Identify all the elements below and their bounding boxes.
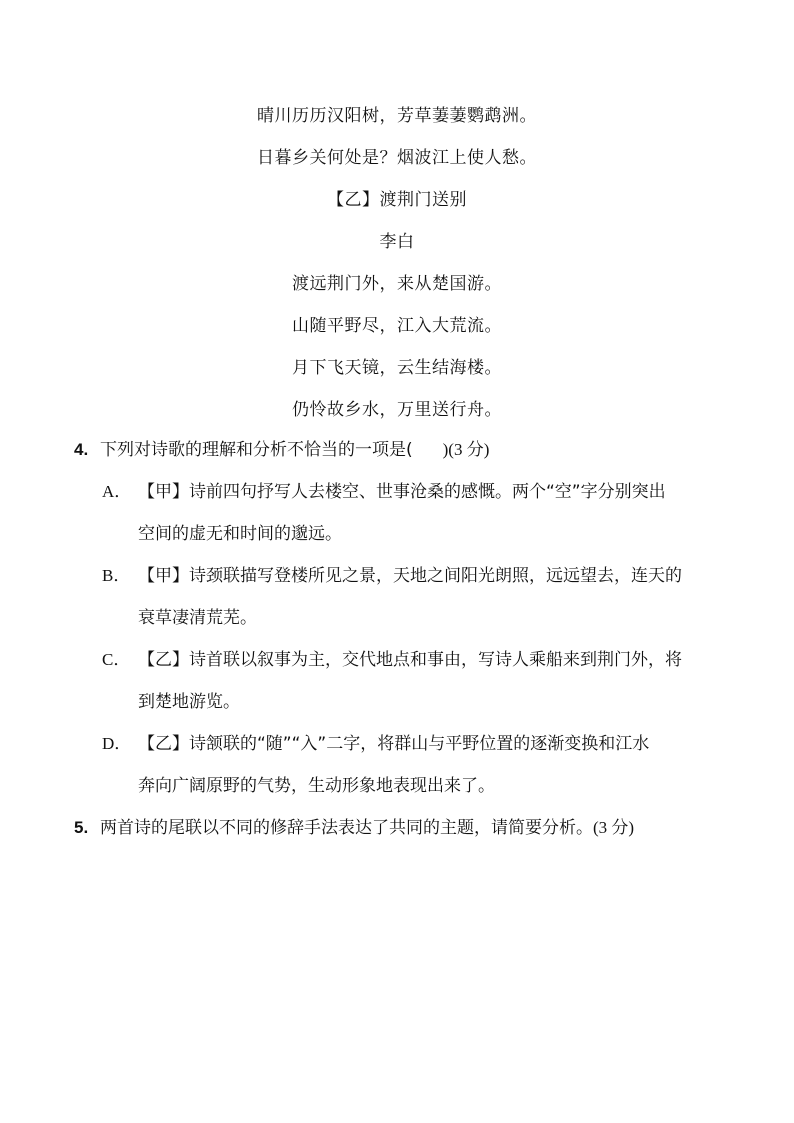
- option-d-letter: D．: [102, 734, 132, 753]
- option-b: [102, 564, 682, 588]
- option-b-text-line-1: 【甲】诗颈联描写登楼所见之景，天地之间阳光朗照，远远望去，连天的: [138, 566, 682, 586]
- option-b-letter: B．: [102, 566, 131, 585]
- poem-b-line-3: 月下飞天镜，云生结海楼。: [292, 358, 502, 378]
- option-d-text-line-2: 奔向广阔原野的气势，生动形象地表现出来了。: [138, 776, 495, 796]
- question-4-points: )(3 分): [442, 440, 490, 459]
- option-c-text-line-2: 到楚地游览。: [138, 692, 240, 712]
- option-d-text-line-1: 【乙】诗颔联的“随”“入”二字，将群山与平野位置的逐渐变换和江水: [138, 734, 650, 754]
- option-c-letter: C．: [102, 650, 131, 669]
- question-5-points: (3 分): [593, 818, 635, 837]
- poem-b-title: 【乙】渡荆门送别: [327, 190, 467, 210]
- poem-b-line-4: 仍怜故乡水，万里送行舟。: [292, 400, 502, 420]
- poem-b-line-2: 山随平野尽，江入大荒流。: [292, 316, 502, 336]
- poem-b-line-1: 渡远荆门外，来从楚国游。: [292, 274, 502, 294]
- question-5-number: 5.: [74, 818, 89, 837]
- option-d: [102, 732, 649, 756]
- question-4-number: 4.: [74, 440, 89, 459]
- poem-a-line-2: 日暮乡关何处是？烟波江上使人愁。: [257, 148, 537, 168]
- option-a: [102, 480, 666, 504]
- option-a-letter: A．: [102, 482, 132, 501]
- question-5: [74, 816, 634, 840]
- question-4: [74, 438, 489, 462]
- option-b-text-line-2: 衰草凄清荒芜。: [138, 608, 257, 628]
- poem-b-author: 李白: [379, 232, 415, 252]
- option-a-text-line-1: 【甲】诗前四句抒写人去楼空、世事沧桑的感慨。两个“空”字分别突出: [138, 482, 666, 502]
- option-c: [102, 648, 682, 672]
- poem-a-line-1: 晴川历历汉阳树，芳草萋萋鹦鹉洲。: [257, 106, 537, 126]
- option-a-text-line-2: 空间的虚无和时间的邈远。: [138, 524, 342, 544]
- question-5-stem: 两首诗的尾联以不同的修辞手法表达了共同的主题，请简要分析。: [100, 818, 593, 838]
- option-c-text-line-1: 【乙】诗首联以叙事为主，交代地点和事由，写诗人乘船来到荆门外，将: [138, 650, 682, 670]
- question-4-stem: 下列对诗歌的理解和分析不恰当的一项是(: [100, 440, 413, 460]
